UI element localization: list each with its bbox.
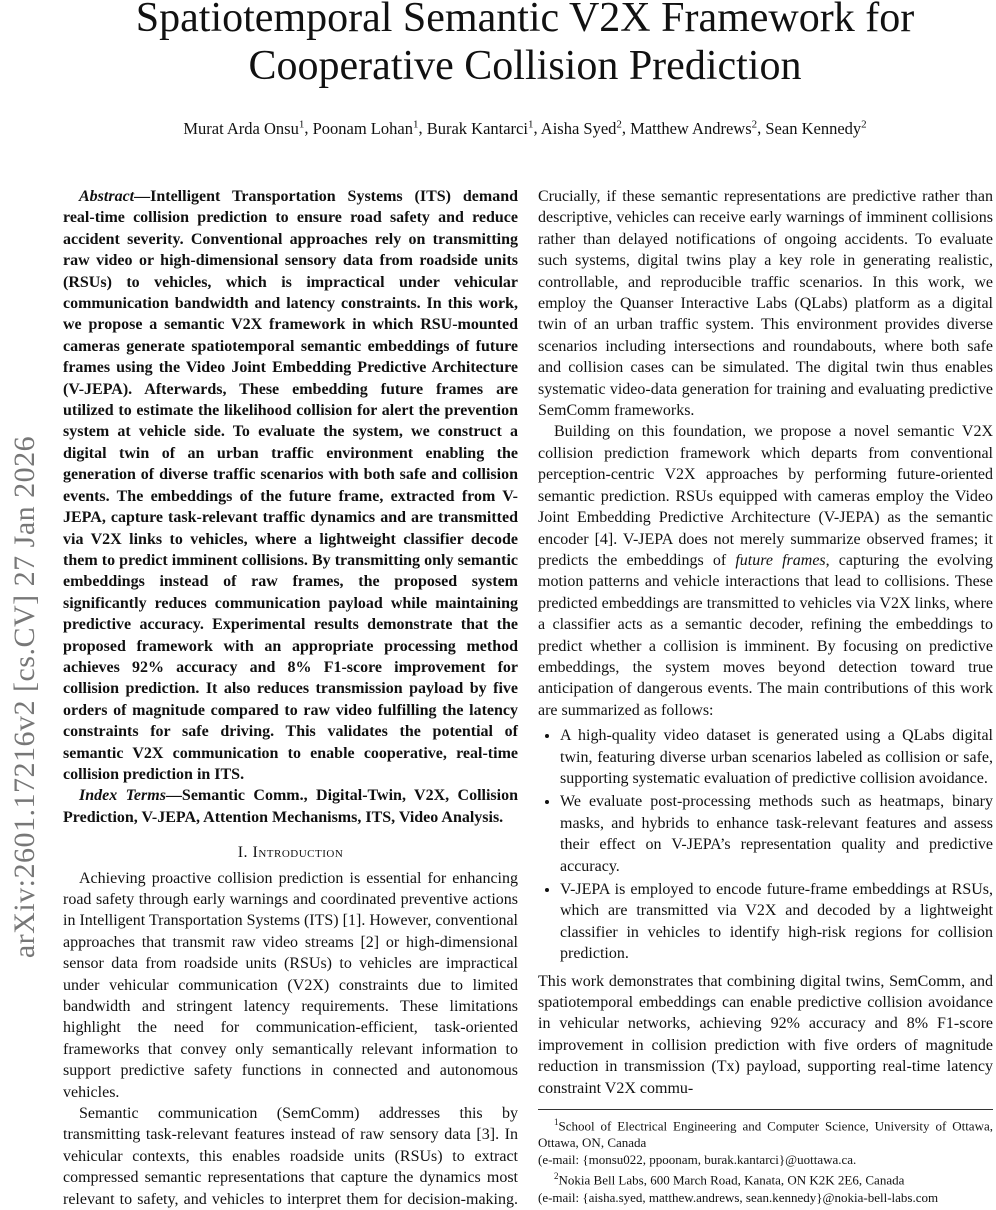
- paragraph: This work demonstrates that combining digital twins, SemComm, and spatiotemporal embeddings can enable predictive collision avoidance in vehicular networks, achieving 92% accuracy and 8% F1-score improvement in collision prediction with five orders of magnitude reduction in transmission (Tx) payload, supporting real-time latency constraint V2X commu-: [538, 972, 993, 1097]
- footnote-email: (e-mail: {aisha.syed, matthew.andrews, sean.kennedy}@nokia-bell-labs.com: [538, 1189, 939, 1205]
- section-heading: I. Introduction: [237, 844, 344, 862]
- list-item: • A high-quality video dataset is generated using a QLabs digital twin, featuring diverse urban scenarios labeled as collision or safe, supporting systematic evaluation of predictive collision avoidance.: [560, 725, 993, 789]
- footnote: $^1$School of Electrical Engineering and Computer Science, University of Ottawa, Ottawa, ON, Canada: [538, 1117, 993, 1151]
- title-line-1: Spatiotemporal Semantic V2X Framework for: [135, 0, 915, 41]
- paragraph: Semantic communication (SemComm) addresses this by transmitting task-relevant features instead of raw sensory data [3]. In vehicular contexts, this enables roadside units (RSUs) to extract compressed semantic representations that capture the dynamics most relevant to safety, and vehicles to interpret them for decision-making. Crucially, if these semantic representations are predictive rather than descriptive, vehicles can receive early warnings of imminent collisions rather than delayed notifications of ongoing accidents. To evaluate such systems, digital twins play a key role in generating realistic, controllable, and reproducible traffic scenarios. In this work, we employ the Quanser Interactive Labs (QLabs) platform as a digital twin of an urban traffic system. This environment provides diverse scenarios including intersections and roundabouts, where both safe and collision cases can be simulated. The digital twin thus enables systematic video-data generation for training and evaluating predictive SemComm frameworks.: [63, 188, 993, 1208]
- list-item: • We evaluate post-processing methods such as heatmaps, binary masks, and hybrids to enhance task-relevant features and assess their effect on V-JEPA’s representation quality and predictive accuracy.: [560, 791, 993, 877]
- paper-title: [60, 0, 990, 90]
- author: Matthew Andrews$^2$: [630, 118, 758, 138]
- paragraph: Building on this foundation, we propose a novel semantic V2X collision prediction framework which departs from conventional perception-centric V2X approaches by performing future-oriented semantic prediction. RSUs equipped with cameras employ the Video Joint Embedding Predictive Architecture (V-JEPA) as the semantic encoder [4]. V-JEPA does not merely summarize observed frames; it predicts the embeddings of future frames, capturing the evolving motion patterns and vehicle interactions that lead to collisions. These predicted embeddings are transmitted to vehicles via V2X links, where a classifier acts as a semantic decoder, refining the embeddings to predict whether a collision is imminent. By focusing on predictive embeddings, the system moves beyond detection toward true anticipation of dangerous events. The main contributions of this work are summarized as follows:: [538, 423, 993, 719]
- footnote: $^2$Nokia Bell Labs, 600 March Road, Kanata, ON K2K 2E6, Canada: [554, 1171, 905, 1188]
- author: Sean Kennedy$^2$: [765, 118, 867, 138]
- title-line-2: Cooperative Collision Prediction: [248, 43, 802, 89]
- list-item: • V-JEPA is employed to encode future-frame embeddings at RSUs, which are transmitted via V2X and decoded by a lightweight classifier in vehicles to identify high-risk regions for collision prediction.: [560, 879, 993, 965]
- paragraph: Achieving proactive collision prediction is essential for enhancing road safety through early warnings and coordinated preventive actions in Intelligent Transportation Systems (ITS) [1]. However, conventional approaches that transmit raw video streams [2] or high-dimensional sensor data from roadside units (RSUs) to vehicles are impractical under vehicular communication (V2X) constraints due to limited bandwidth and stringent latency requirements. These limitations highlight the need for communication-efficient, task-oriented frameworks that convey only semantically relevant information to support predictive safety functions in connected and autonomous vehicles.: [63, 869, 518, 1101]
- body-text-columns: [63, 186, 993, 1210]
- abstract: Abstract—Intelligent Transportation Systems (ITS) demand real-time collision prediction to ensure road safety and reduce accident severity. Conventional approaches rely on transmitting raw video or high-dimensional sensory data from roadside units (RSUs) to vehicles, which is impractical under vehicular communication bandwidth and latency constraints. In this work, we propose a semantic V2X framework in which RSU-mounted cameras generate spatiotemporal semantic embeddings of future frames using the Video Joint Embedding Predictive Architecture (V-JEPA). Afterwards, These embedding future frames are utilized to estimate the likelihood collision for alert the prevention system at vehicle side. To evaluate the system, we construct a digital twin of an urban traffic environment enabling the generation of diverse traffic scenarios with both safe and collision events. The embeddings of the future frame, extracted from V-JEPA, capture task-relevant traffic dynamics and are transmitted via V2X links to vehicles, where a lightweight classifier decode them to predict imminent collisions. By transmitting only semantic embeddings instead of raw frames, the proposed system significantly reduces communication payload while maintaining predictive accuracy. Experimental results demonstrate that the proposed framework with an appropriate processing method achieves 92% accuracy and 8% F1-score improvement for collision prediction. It also reduces transmission payload by five orders of magnitude compared to raw video fulfilling the latency constraints for safe driving. This validates the potential of semantic V2X communication to enable cooperative, real-time collision prediction in ITS.: [63, 188, 518, 783]
- arxiv-watermark: arXiv:2601.17216v2 [cs.CV] 27 Jan 2026: [8, 435, 41, 959]
- author: Poonam Lohan$^1$: [312, 118, 419, 138]
- index-terms: Index Terms—Semantic Comm., Digital-Twin, V2X, Collision Prediction, V-JEPA, Attention Mechanisms, ITS, Video Analysis.: [63, 787, 518, 826]
- footnotes: [538, 1109, 993, 1206]
- author: Murat Arda Onsu$^1$: [183, 118, 305, 138]
- author-list: Murat Arda Onsu$^1$, Poonam Lohan$^1$, Burak Kantarci$^1$, Aisha Syed$^2$, Matthew Andrews$^2$, Sean Kennedy$^2$: [183, 118, 867, 138]
- footnote-email: (e-mail: {monsu022, ppoonam, burak.kantarci}@uottawa.ca.: [538, 1152, 857, 1168]
- author: Aisha Syed$^2$: [540, 118, 622, 138]
- contributions-list: [538, 725, 993, 964]
- author: Burak Kantarci$^1$: [426, 118, 534, 138]
